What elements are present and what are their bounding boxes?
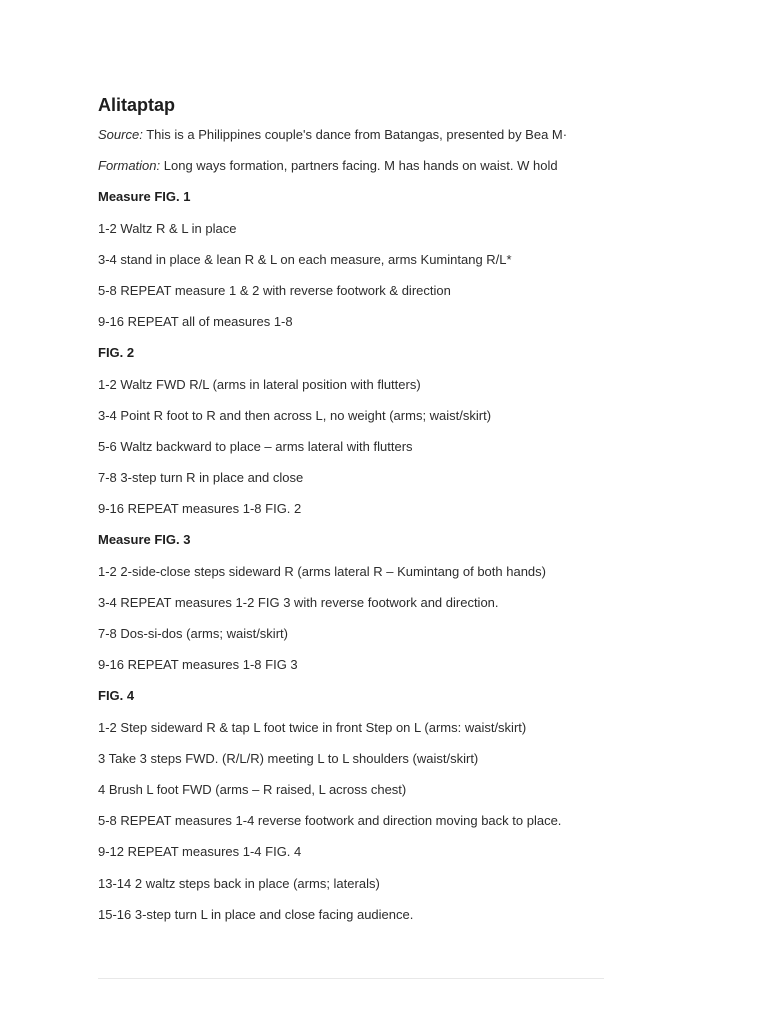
instruction-line: 13-14 2 waltz steps back in place (arms; laterals) <box>98 875 380 891</box>
page-divider <box>98 978 604 979</box>
section-heading: FIG. 4 <box>98 688 135 704</box>
instruction-list <box>98 187 604 936</box>
instruction-line: 3 Take 3 steps FWD. (R/L/R) meeting L to L shoulders (waist/skirt) <box>98 750 479 766</box>
instruction-line: 9-16 REPEAT all of measures 1-8 <box>98 314 293 330</box>
document-title: Alitaptap <box>98 95 176 115</box>
instruction-line: 9-16 REPEAT measures 1-8 FIG. 2 <box>98 501 302 517</box>
document-body <box>98 92 604 936</box>
instruction-line: 3-4 stand in place & lean R & L on each measure, arms Kumintang R/L* <box>98 251 512 267</box>
instruction-line: 15-16 3-step turn L in place and close facing audience. <box>98 906 414 922</box>
source-label: Source: <box>98 127 143 142</box>
instruction-line: 1-2 Waltz R & L in place <box>98 220 237 236</box>
formation-text: Long ways formation, partners facing. M has hands on waist. W hold <box>163 158 558 174</box>
instruction-line: 4 Brush L foot FWD (arms – R raised, L across chest) <box>98 781 407 797</box>
instruction-line: 7-8 Dos-si-dos (arms; waist/skirt) <box>98 626 288 641</box>
instruction-line: 5-8 REPEAT measure 1 & 2 with reverse footwork & direction <box>98 282 451 298</box>
section-heading: FIG. 2 <box>98 345 135 361</box>
section-heading: Measure FIG. 1 <box>98 189 191 205</box>
instruction-line: 9-16 REPEAT measures 1-8 FIG 3 <box>98 657 298 673</box>
instruction-line: 3-4 REPEAT measures 1-2 FIG 3 with reverse footwork and direction. <box>98 594 499 610</box>
instruction-line: 5-8 REPEAT measures 1-4 reverse footwork and direction moving back to place. <box>98 813 562 829</box>
formation-line <box>98 156 604 187</box>
instruction-line: 3-4 Point R foot to R and then across L, no weight (arms; waist/skirt) <box>98 407 492 423</box>
instruction-line: 7-8 3-step turn R in place and close <box>98 470 304 486</box>
instruction-line: 5-6 Waltz backward to place – arms lateral with flutters <box>98 438 413 454</box>
instruction-line: 1-2 2-side-close steps sideward R (arms lateral R – Kumintang of both hands) <box>98 563 546 579</box>
source-text: This is a Philippines couple's dance from Batangas, presented by Bea M· <box>146 127 568 142</box>
section-heading: Measure FIG. 3 <box>98 532 191 548</box>
instruction-line: 1-2 Waltz FWD R/L (arms in lateral position with flutters) <box>98 376 421 392</box>
instruction-line: 9-12 REPEAT measures 1-4 FIG. 4 <box>98 844 302 860</box>
formation-label: Formation: <box>98 158 161 174</box>
instruction-line: 1-2 Step sideward R & tap L foot twice in front Step on L (arms: waist/skirt) <box>98 719 527 735</box>
source-line <box>98 125 604 156</box>
